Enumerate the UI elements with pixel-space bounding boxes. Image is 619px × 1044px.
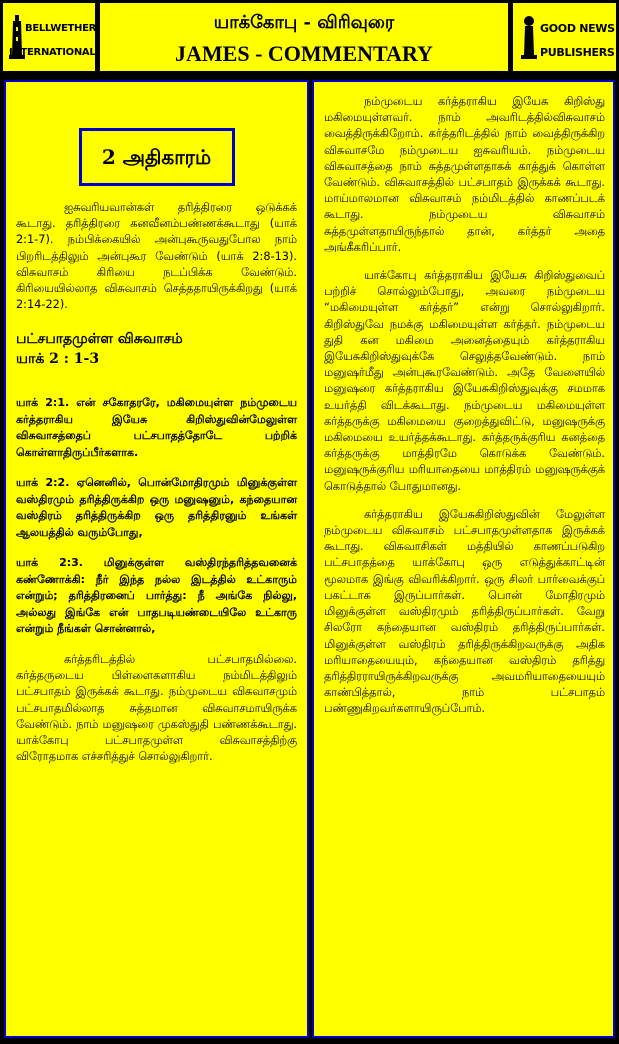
section-title: பட்சபாதமுள்ள விசுவாசம் — [16, 331, 183, 348]
bellwether-logo — [3, 3, 95, 71]
header-bar — [0, 0, 619, 76]
logo-line-1: BELLWETHER — [25, 23, 97, 34]
commentary-paragraph: கர்த்தரிடத்தில் பட்சபாதமில்லை. கர்த்தருடைய பிள்ளைகளாகிய நம்மிடத்திலும் பட்சபாதம் இருக்கக் கூடாது. நம்முடைய விசுவாசமும் பட்சபாதமில்லாத சுத்தமான விசுவாசமாயிருக்க வேண்டும். நாம் மனுஷரை முகஸ்துதி பண்ணக்கூடாது. யாக்கோபு பட்சபாதமுள்ள விசுவாசத்திற்கு விரோதமாக எச்சரித்துச் சொல்லுகிறார். — [16, 652, 297, 764]
commentary-paragraph-2: யாக்கோபு கர்த்தராகிய இயேசு கிறிஸ்துவைப் பற்றிச் சொல்லும்போது, அவரை நம்முடைய “மகிமையுள்ள கர்த்தர்” என்று சொல்லுகிறார். கிறிஸ்துவே நமக்கு மகிமையுள்ள கர்த்தர். நம்முடைய துதி கன மகிமை அனைத்தையும் கர்த்தராகிய இயேசுகிறிஸ்துவுக்கே செலுத்தவேண்டும். நாம் மனுஷர்மீது அன்புகூரவேண்டும். அதே வேளையில் மனுஷரை கர்த்தராகிய இயேசுகிறிஸ்துவுக்கு சமமாக உயர்த்தி விடக்கூடாது. நம்முடைய மகிமையுள்ள கர்த்தருக்கு மகிமையை குறைத்துவிட்டு, மனுஷருக்கு மகிமையை உயர்த்தக்கூடாது. கர்த்தருக்குரிய கனத்தை கர்த்தருக்கு மாத்திரமே கொடுக்க வேண்டும். மனுஷருக்குரிய மரியாதையை மாத்திரம் மனுஷருக்குக் கொடுத்தால் போதுமானது. — [324, 269, 605, 493]
logo-line-2: INTERNATIONAL — [9, 47, 96, 58]
section-reference: யாக் 2 : 1-3 — [16, 351, 100, 368]
verse-2-3: யாக் 2:3. மினுக்குள்ள வஸ்திரந்தரித்தவனைக் கண்ணோக்கி: நீர் இந்த நல்ல இடத்தில் உட்காரும் என்றும்; தரித்திரனைப் பார்த்து: நீ அங்கே நில்லு, அல்லது இங்கே என் பாதபடியண்டையிலே உட்காரு என்றும் நீங்கள் சொன்னால், — [16, 556, 297, 636]
chapter-heading: 2 அதிகாரம் — [79, 128, 235, 186]
intro-paragraph: ஐசுவரியவான்கள் தரித்திரரை ஒடுக்கக் கூடாது. தரித்திரரை கனவீனம்பண்ணக்கூடாது (யாக் 2:1-7). நம்பிக்கையில் அன்புகூருவதுபோல நாம் பிறரிடத்திலும் அன்புகூர வேண்டும் (யாக் 2:8-13). விசுவாசம் கிரியை நடப்பிக்க வேண்டும். கிரியையில்லாத விசுவாசம் செத்ததாயிருக்கிறது (யாக் 2:14-22). — [16, 201, 297, 312]
verse-2-2: யாக் 2:2. ஏனெனில், பொன்மோதிரமும் மினுக்குள்ள வஸ்திரமும் தரித்திருக்கிற ஒரு மனுஷனும், கந்தையான வஸ்திரம் தரித்திருக்கிற ஒரு தரித்திரனும் உங்கள் ஆலயத்தில் வரும்போது, — [16, 476, 297, 539]
verse-2-1: யாக் 2:1. என் சகோதரரே, மகிமையுள்ள நம்முடைய கர்த்தராகிய இயேசு கிறிஸ்துவின்மேலுள்ள விசுவாசத்தைப் பட்சபாதத்தோடே பற்றிக் கொள்ளாதிருப்பீர்களாக. — [16, 396, 297, 459]
title-box — [100, 3, 508, 71]
left-column — [4, 80, 309, 1038]
lamp-icon — [521, 15, 537, 59]
good-news-logo — [513, 3, 616, 71]
title-tamil: யாக்கோபு - விரிவுரை — [213, 12, 395, 33]
section-heading — [16, 329, 297, 369]
logo-line-1: GOOD NEWS — [540, 22, 615, 35]
commentary-paragraph-3: கர்த்தராகிய இயேசுகிறிஸ்துவின் மேலுள்ள நம்முடைய விசுவாசம் பட்சபாதமுள்ளதாக இருக்கக் கூடாது. விசுவாசிகள் மத்தியில் காணப்படுகிற பட்சபாதத்தை யாக்கோபு ஒரு எடுத்துக்காட்டின் மூலமாக இங்கு விவரிக்கிறார். ஒரு சிலர் பார்வைக்குப் பகட்டாக இருப்பார்கள். பொன் மோதிரமும் மினுக்குள்ள வஸ்திரமும் தரித்திருப்பார்கள். வேறு சிலரோ கந்தையான வஸ்திரம் தரித்திருப்பார்கள். மினுக்குள்ள வஸ்திரம் தரித்திருக்கிறவருக்கு அதிக மரியாதையையும், கந்தையான வஸ்திரம் தரித்து தரித்திரராயிருக்கிறவருக்கு அவமரியாதையையும் காண்பித்தால், நாம் பட்சபாதம் பண்ணுகிறவர்களாயிருப்போம். — [324, 507, 605, 716]
title-english: JAMES - COMMENTARY — [175, 41, 433, 66]
logo-line-2: PUBLISHERS — [540, 46, 615, 59]
commentary-paragraph-1: நம்முடைய கர்த்தராகிய இயேசு கிறிஸ்து மகிமையுள்ளவர். நாம் அவரிடத்தில்விசுவாசம் வைத்திருக்கிறோம். கர்த்தரிடத்தில் நாம் வைத்திருக்கிற விசுவாசமே நம்முடைய ஐசுவரியம். நம்முடைய விசுவாசத்தை நாம் சுத்தமுள்ளதாகக் காத்துக் கொள்ள வேண்டும். விசுவாசத்தில் பட்சபாதம் இருக்கக் கூடாது. மாய்மாலமான விசுவாசம் நம்மிடத்தில் காணப்படக் கூடாது. நம்முடைய விசுவாசம் சுத்தமுள்ளதாயிருந்தால் தான், கர்த்தர் அதை அங்கீகரிப்பார். — [324, 95, 605, 254]
right-column — [312, 80, 615, 1038]
